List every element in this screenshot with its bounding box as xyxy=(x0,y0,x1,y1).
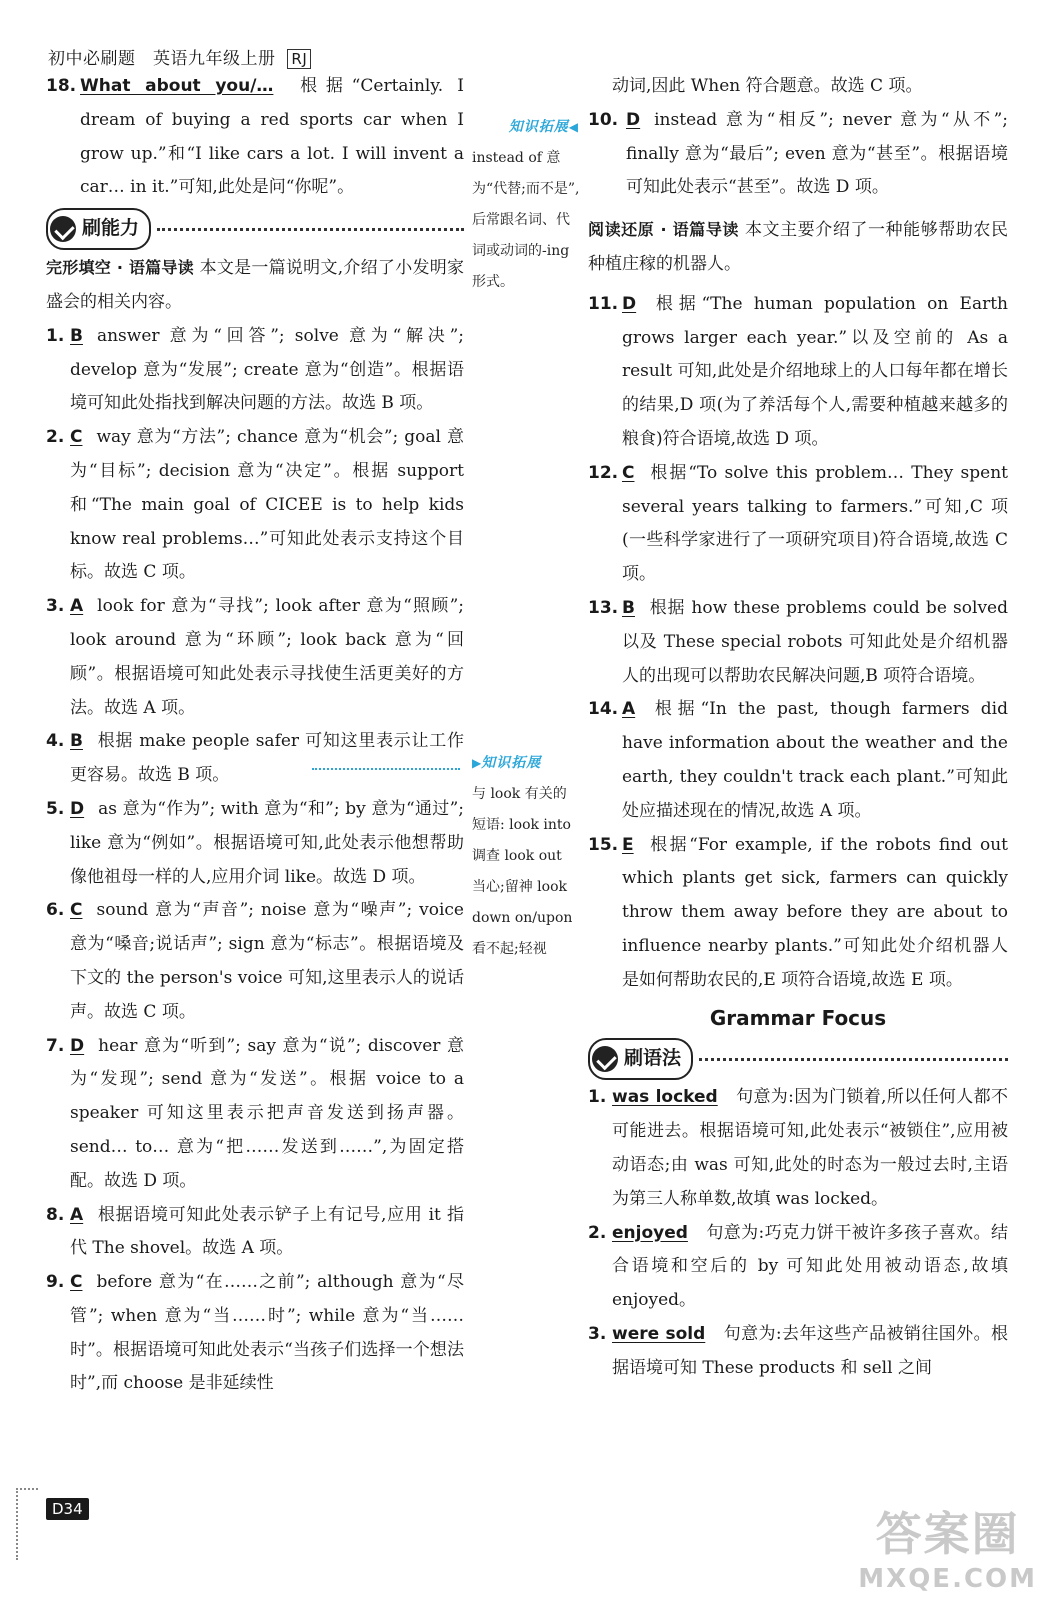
right-column xyxy=(588,70,1008,1385)
note-text: 与 look 有关的短语: look into 调查 look out 当心;留神 look down on/upon 看不起;轻视 xyxy=(472,786,573,957)
question-number: 10. xyxy=(588,109,619,130)
corner-bracket xyxy=(16,1488,38,1560)
edition-label: RJ xyxy=(287,49,311,69)
note-tag: 知识拓展 xyxy=(481,755,542,771)
question-number: 18. xyxy=(46,76,77,96)
cloze-intro xyxy=(46,251,464,320)
note-text: instead of 意为“代替;而不是”,后常跟名词、代词或动词的-ing形式。 xyxy=(472,150,580,290)
page-header xyxy=(48,44,311,69)
knowledge-note-look-phrases xyxy=(472,748,580,965)
question-number: 2. xyxy=(46,427,65,448)
answer: was locked xyxy=(612,1087,718,1108)
explanation: 根据 make people safer 可知这里表示让工作更容易。故选 B 项。 xyxy=(70,731,464,786)
grammar-badge xyxy=(588,1038,693,1080)
check-icon xyxy=(50,216,76,242)
answer: were sold xyxy=(612,1323,706,1344)
explanation: 句意为:去年这些产品被销往国外。根据语境可知 These products 和 sell 之间 xyxy=(612,1323,1008,1378)
question-number: 8. xyxy=(46,1204,65,1225)
explanation: sound 意为“声音”; noise 意为“噪声”; voice 意为“嗓音;说话声”; sign 意为“标志”。根据语境及下文的 the person's voice 可知,这里表示人的说话声。故选 C 项。 xyxy=(70,900,464,1022)
question-6 xyxy=(46,894,464,1029)
grammar-question-1 xyxy=(588,1081,1008,1216)
question-number: 3. xyxy=(46,596,65,617)
question-5 xyxy=(46,793,464,894)
question-9-continued: 动词,因此 When 符合题意。故选 C 项。 xyxy=(612,76,923,96)
question-number: 1. xyxy=(588,1087,607,1108)
grammar-focus-heading: Grammar Focus xyxy=(709,1005,887,1030)
answer: B xyxy=(622,597,635,618)
answer: C xyxy=(70,1272,83,1293)
explanation: 根据“For example, if the robots find out which plants get sick, farmers can quickly throw them away before they are about to influence nearby plants.”可知此处介绍机器人是如何帮助农民的,E 项符合语境,故选 E 项。 xyxy=(622,834,1008,990)
watermark xyxy=(858,1498,1037,1594)
watermark-logo: 答案圈 xyxy=(875,1507,1020,1561)
note-tag-row xyxy=(472,748,580,779)
note-tag: 知识拓展 xyxy=(508,119,569,135)
question-14 xyxy=(588,693,1008,828)
explanation: 根据语境可知此处表示铲子上有记号,应用 it 指代 The shovel。故选 A 项。 xyxy=(70,1204,464,1259)
question-11 xyxy=(588,288,1008,457)
answer: A xyxy=(70,596,84,617)
question-number: 1. xyxy=(46,325,65,346)
reading-intro xyxy=(588,213,1008,282)
explanation: as 意为“作为”; with 意为“和”; by 意为“通过”; like 意为“例如”。根据语境可知,此处表示他想帮助像他祖母一样的人,应用介词 like。故选 D 项。 xyxy=(70,798,464,887)
question-8 xyxy=(46,1199,464,1267)
question-1 xyxy=(46,320,464,421)
ability-badge xyxy=(46,208,151,250)
explanation: 根据“To solve this problem… They spent several years talking to farmers.”可知,C 项(一些科学家进行了一项研究项目)符合语境,故选 C 项。 xyxy=(622,462,1008,585)
answer: E xyxy=(622,834,634,855)
question-number: 13. xyxy=(588,597,619,618)
cloze-intro-text: 本文是一篇说明文,介绍了小发明家盛会的相关内容。 xyxy=(46,258,464,312)
answer: D xyxy=(70,798,85,819)
question-10 xyxy=(588,104,1008,205)
page-number: D34 xyxy=(46,1498,89,1520)
grammar-badge-label: 刷语法 xyxy=(624,1047,682,1070)
grammar-badge-row xyxy=(588,1039,1008,1079)
question-number: 15. xyxy=(588,834,619,855)
note-leader-line xyxy=(312,768,460,770)
explanation: 根据 how these problems could be solved 以及 These special robots 可知此处是介绍机器人的出现可以帮助农民解决问题,B 项符合语境。 xyxy=(622,597,1008,686)
dotted-divider xyxy=(699,1058,1008,1061)
explanation: 句意为:巧克力饼干被许多孩子喜欢。结合语境和空后的 by 可知此处用被动语态,故填 enjoyed。 xyxy=(612,1222,1008,1311)
left-column xyxy=(46,70,464,1401)
ability-badge-row xyxy=(46,209,464,249)
explanation: 根据“The human population on Earth grows larger each year.”以及空前的 As a result 可知,此处是介绍地球上的人口每年都在增长的结果,D 项(为了养活每个人,需要种植越来越多的粮食)符合语境,故选 D 项。 xyxy=(622,293,1008,449)
explanation: way 意为“方法”; chance 意为“机会”; goal 意为“目标”; decision 意为“决定”。根据 support 和“The main goal of CICEE is to help kids know real problems…”可知此处表示支持这个目标。故选 C 项。 xyxy=(70,427,464,583)
answer: A xyxy=(622,699,636,720)
question-number: 2. xyxy=(588,1222,607,1243)
answer: B xyxy=(70,325,83,346)
explanation: 根据“Certainly. I dream of buying a red sports car when I grow up.”和“I like cars a lot. I will invent a car… in it.”可知,此处是问“你呢”。 xyxy=(80,76,464,198)
explanation: answer 意为“回答”; solve 意为“解决”; develop 意为“发展”; create 意为“创造”。根据语境可知此处指找到解决问题的方法。故选 B 项。 xyxy=(70,325,464,414)
question-number: 14. xyxy=(588,699,619,720)
question-number: 7. xyxy=(46,1035,65,1056)
explanation: 句意为:因为门锁着,所以任何人都不可能进去。根据语境可知,此处表示“被锁住”,应用被动语态;由 was 可知,此处的时态为一般过去时,主语为第三人称单数,故填 was locked。 xyxy=(612,1087,1008,1209)
answer: C xyxy=(70,900,83,921)
reading-title: 阅读还原 · 语篇导读 xyxy=(588,220,739,240)
answer: B xyxy=(70,731,83,752)
check-icon xyxy=(592,1046,618,1072)
question-15 xyxy=(588,829,1008,998)
answer: D xyxy=(622,293,637,314)
answer: enjoyed xyxy=(612,1222,688,1243)
question-3 xyxy=(46,590,464,725)
question-2 xyxy=(46,421,464,590)
answer: C xyxy=(622,462,635,483)
question-4 xyxy=(46,725,464,793)
ability-badge-label: 刷能力 xyxy=(82,217,140,240)
question-9 xyxy=(46,1266,464,1401)
explanation: look for 意为“寻找”; look after 意为“照顾”; look around 意为“环顾”; look back 意为“回顾”。根据语境可知此处表示寻找使生活更美好的方法。故选 A 项。 xyxy=(70,596,464,718)
explanation: before 意为“在……之前”; although 意为“尽管”; when 意为“当……时”; while 意为“当……时”。根据语境可知此处表示“当孩子们选择一个想法时”,而 choose 是非延续性 xyxy=(70,1272,464,1394)
knowledge-note-instead-of xyxy=(472,112,580,298)
grammar-question-2 xyxy=(588,1217,1008,1318)
answer: What about you/… xyxy=(80,76,274,96)
explanation: hear 意为“听到”; say 意为“说”; discover 意为“发现”; send 意为“发送”。根据 voice to a speaker 可知这里表示把声音发送到扬声器。send… to… 意为“把……发送到……”,为固定搭配。故选 D 项。 xyxy=(70,1035,464,1191)
arrow-left-icon: ◀ xyxy=(568,120,578,134)
dotted-divider xyxy=(157,228,464,231)
answer: D xyxy=(626,109,641,130)
question-13 xyxy=(588,592,1008,693)
cloze-title: 完形填空 · 语篇导读 xyxy=(46,258,194,278)
note-tag-row xyxy=(472,112,578,143)
question-number: 9. xyxy=(46,1272,65,1293)
question-number: 11. xyxy=(588,293,619,314)
reading-intro-text: 本文主要介绍了一种能够帮助农民种植庄稼的机器人。 xyxy=(588,220,1008,274)
question-number: 4. xyxy=(46,731,65,752)
answer: D xyxy=(70,1035,85,1056)
question-number: 12. xyxy=(588,462,619,483)
question-18 xyxy=(46,70,464,205)
answer: A xyxy=(70,1204,84,1225)
explanation: instead 意为“相反”; never 意为“从不”; finally 意为“最后”; even 意为“甚至”。根据语境可知此处表示“甚至”。故选 D 项。 xyxy=(626,109,1008,198)
explanation: 根据“In the past, though farmers did have information about the weather and the earth, they couldn't track each plant.”可知此处应描述现在的情况,故选 A 项。 xyxy=(622,699,1008,821)
question-7 xyxy=(46,1030,464,1199)
question-number: 3. xyxy=(588,1323,607,1344)
question-12 xyxy=(588,457,1008,592)
book-title: 初中必刷题 英语九年级上册 xyxy=(48,49,276,69)
question-number: 5. xyxy=(46,798,65,819)
watermark-url: MXQE.COM xyxy=(858,1564,1037,1594)
answer: C xyxy=(70,427,83,448)
grammar-question-3 xyxy=(588,1318,1008,1386)
question-number: 6. xyxy=(46,900,65,921)
arrow-right-icon: ▶ xyxy=(472,756,482,770)
